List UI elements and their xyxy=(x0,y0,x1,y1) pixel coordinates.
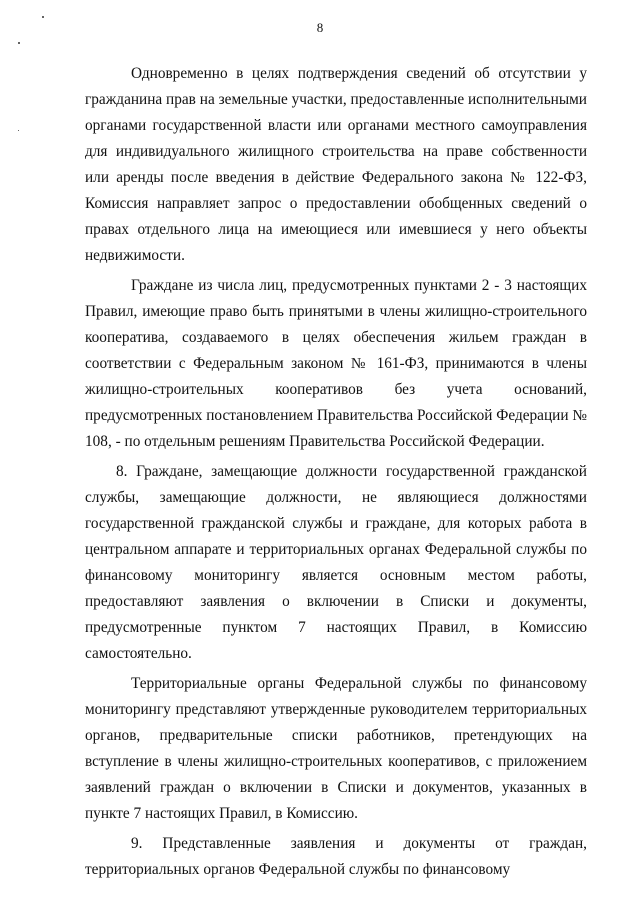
scan-speck xyxy=(18,42,20,44)
page-number: 8 xyxy=(316,20,324,35)
paragraph-confirmation-request: Одновременно в целях подтверждения сведений об отсутствии у гражданина прав на земельные участки, предоставленные исполнительными органами государственной власти или органами местного самоуправления для индивидуального жилищного строительства на праве собственности или аренды после введения в действие Федерального закона № 122-ФЗ, Комиссия направляет запрос о предоставлении обобщенных сведений о правах отдельного лица на имеющиеся или имевшиеся у него объекты недвижимости. xyxy=(85,65,587,264)
paragraph-territorial-bodies: Территориальные органы Федеральной службы по финансовому мониторингу представляют утвержденные руководителем территориальных органов, предварительные списки работников, претендующих на вступление в члены жилищно-строительных кооперативов, с приложением заявлений граждан о включении в Списки и документов, указанных в пункте 7 настоящих Правил, в Комиссию. xyxy=(85,675,587,822)
paragraph-cooperative-members: Граждане из числа лиц, предусмотренных пунктами 2 - 3 настоящих Правил, имеющие право быть принятыми в члены жилищно-строительного кооператива, создаваемого в целях обеспечения жильем граждан в соответствии с Федеральным законом № 161-ФЗ, принимаются в члены жилищно-строительных кооперативов без учета оснований, предусмотренных постановлением Правительства Российской Федерации № 108, - по отдельным решениям Правительства Российской Федерации. xyxy=(85,277,587,450)
paragraph-item-9: 9. Представленные заявления и документы от граждан, территориальных органов Федеральной службы по финансовому xyxy=(85,835,587,878)
scan-speck xyxy=(18,130,19,131)
paragraph-item-8: 8. Граждане, замещающие должности государственной гражданской службы, замещающие должности, не являющиеся должностями государственной гражданской службы и граждане, для которых работа в центральном аппарате и территориальных органах Федеральной службы по финансовому мониторингу является основным местом работы, предоставляют заявления о включении в Списки и документы, предусмотренные пунктом 7 настоящих Правил, в Комиссию самостоятельно. xyxy=(85,463,587,662)
scan-speck xyxy=(42,16,44,18)
document-body xyxy=(85,61,587,885)
